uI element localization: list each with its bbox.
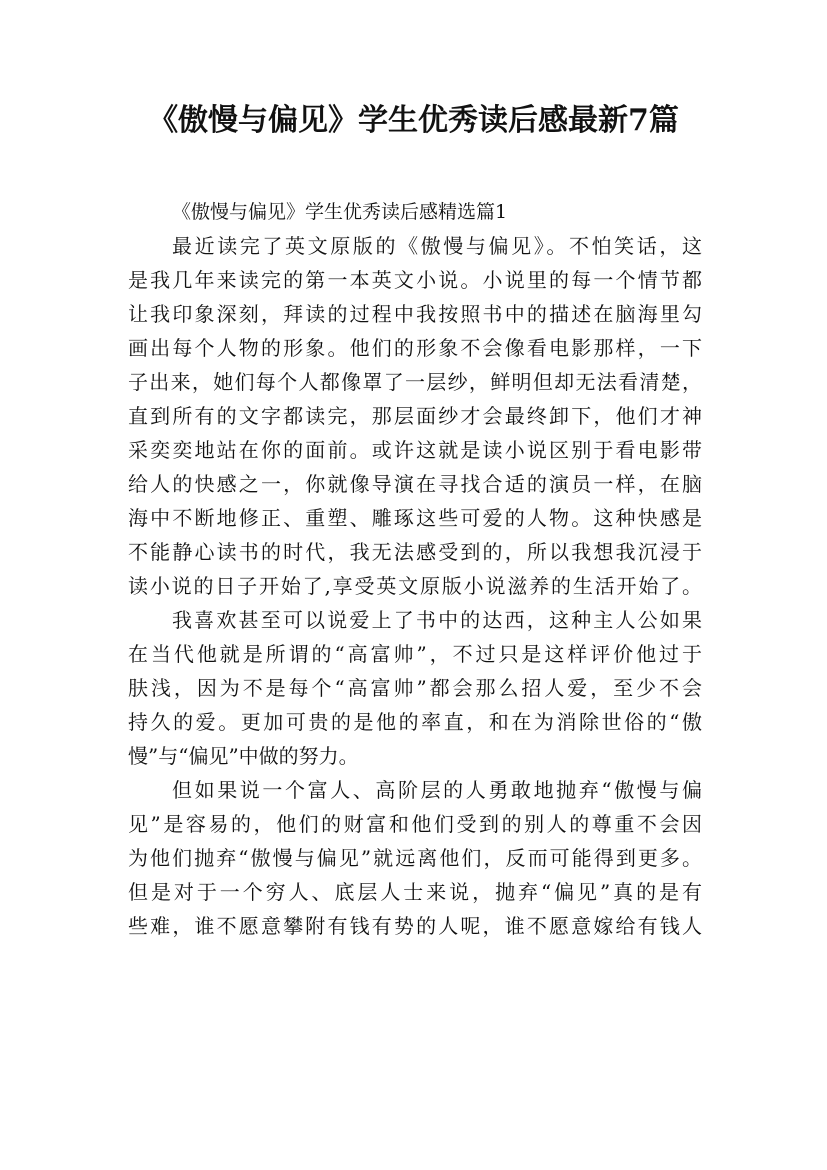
document-body [128, 195, 702, 943]
paragraph-3 [128, 773, 702, 943]
text-line: 直到所有的文字都读完，那层面纱才会最终卸下，他们才神 [128, 404, 702, 428]
text-line: 些难，谁不愿意攀附有钱有势的人呢，谁不愿意嫁给有钱人 [128, 914, 702, 938]
text-line: 在当代他就是所谓的“高富帅”，不过只是这样评价他过于 [128, 642, 702, 666]
document-title: 《傲慢与偏见》学生优秀读后感最新7篇 [148, 103, 679, 138]
text-line: 见”是容易的，他们的财富和他们受到的别人的尊重不会因 [128, 812, 702, 836]
text-line: 肤浅，因为不是每个“高富帅”都会那么招人爱，至少不会 [128, 676, 702, 700]
text-line: 是我几年来读完的第一本英文小说。小说里的每一个情节都 [128, 268, 702, 292]
section-subheading: 《傲慢与偏见》学生优秀读后感精选篇1 [172, 201, 508, 223]
text-line: 慢”与“偏见”中做的努力。 [128, 744, 359, 768]
text-line: 海中不断地修正、重塑、雕琢这些可爱的人物。这种快感是 [128, 506, 702, 530]
text-line: 读小说的日子开始了,享受英文原版小说滋养的生活开始了。 [128, 574, 702, 598]
text-line: 子出来，她们每个人都像罩了一层纱，鲜明但却无法看清楚， [128, 370, 702, 394]
text-line: 最近读完了英文原版的《傲慢与偏见》。不怕笑话，这 [172, 234, 702, 258]
text-line: 但是对于一个穷人、底层人士来说，抛弃“偏见”真的是有 [128, 880, 702, 904]
text-line: 不能静心读书的时代，我无法感受到的，所以我想我沉浸于 [128, 540, 702, 564]
paragraph-1 [128, 229, 702, 603]
text-line: 让我印象深刻，拜读的过程中我按照书中的描述在脑海里勾 [128, 302, 702, 326]
text-line: 我喜欢甚至可以说爱上了书中的达西，这种主人公如果 [172, 608, 702, 632]
text-line: 画出每个人物的形象。他们的形象不会像看电影那样，一下 [128, 336, 702, 360]
text-line: 为他们抛弃“傲慢与偏见”就远离他们，反而可能得到更多。 [128, 846, 702, 870]
text-line: 给人的快感之一，你就像导演在寻找合适的演员一样，在脑 [128, 472, 702, 496]
text-line: 采奕奕地站在你的面前。或许这就是读小说区别于看电影带 [128, 438, 702, 462]
paragraph-2 [128, 603, 702, 773]
text-line: 但如果说一个富人、高阶层的人勇敢地抛弃“傲慢与偏 [172, 778, 702, 802]
text-line: 持久的爱。更加可贵的是他的率直，和在为消除世俗的“傲 [128, 710, 702, 734]
